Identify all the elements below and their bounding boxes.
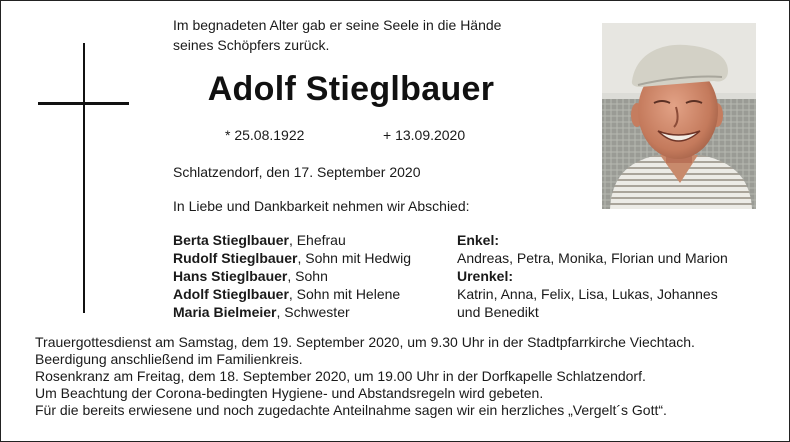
mourner-row [173,249,411,267]
place-date: Schlatzendorf, den 17. September 2020 [173,164,421,180]
intro-line-1: Im begnadeten Alter gab er seine Seele in die Hände [173,17,502,33]
mourner-relation: , Schwester [276,304,350,320]
cross-icon-horizontal [38,102,129,105]
deceased-name: Adolf Stieglbauer [207,70,495,108]
grandchildren-names: Andreas, Petra, Monika, Florian und Marion [457,250,728,266]
mourner-relation: , Ehefrau [288,232,346,248]
notice-line: Für die bereits erwiesene und noch zugedachte Anteilnahme sagen wir ein herzliches „Vergelt´s Gott“. [35,402,667,418]
farewell-line: In Liebe und Dankbarkeit nehmen wir Abschied: [173,198,470,214]
mourner-name: Maria Bielmeier [173,304,277,320]
death-date: + 13.09.2020 [383,127,466,143]
notice-line: Beerdigung anschließend im Familienkreis. [35,351,303,367]
mourner-relation: , Sohn [287,268,328,284]
cross-icon-vertical [83,43,85,313]
portrait-photo [602,23,756,209]
birth-date: * 25.08.1922 [225,127,305,143]
mourner-name: Rudolf Stieglbauer [173,250,298,266]
grandchildren-block [457,231,728,321]
intro-text [173,15,501,55]
great-grandchildren-line-2: und Benedikt [457,304,539,320]
intro-line-2: seines Schöpfers zurück. [173,37,330,53]
mourner-relation: , Sohn mit Hedwig [297,250,412,266]
great-grandchildren-heading: Urenkel: [457,268,514,284]
mourners-list [173,231,411,321]
mourner-name: Hans Stieglbauer [173,268,288,284]
mourner-row [173,285,411,303]
great-grandchildren-line-1: Katrin, Anna, Felix, Lisa, Lukas, Johannes [457,286,718,302]
mourner-name: Adolf Stieglbauer [173,286,289,302]
notice-line: Trauergottesdienst am Samstag, dem 19. September 2020, um 9.30 Uhr in der Stadtpfarrkirche Viechtach. [35,334,695,350]
notice-line: Rosenkranz am Freitag, dem 18. September 2020, um 19.00 Uhr in der Dorfkapelle Schlatzendorf. [35,368,646,384]
notice-line: Um Beachtung der Corona-bedingten Hygiene- und Abstandsregeln wird gebeten. [35,385,544,401]
mourner-relation: , Sohn mit Helene [288,286,401,302]
mourner-row [173,231,411,249]
grandchildren-heading: Enkel: [457,232,500,248]
notices-block [35,334,695,419]
mourner-row [173,303,411,321]
mourner-name: Berta Stieglbauer [173,232,289,248]
mourner-row [173,267,411,285]
